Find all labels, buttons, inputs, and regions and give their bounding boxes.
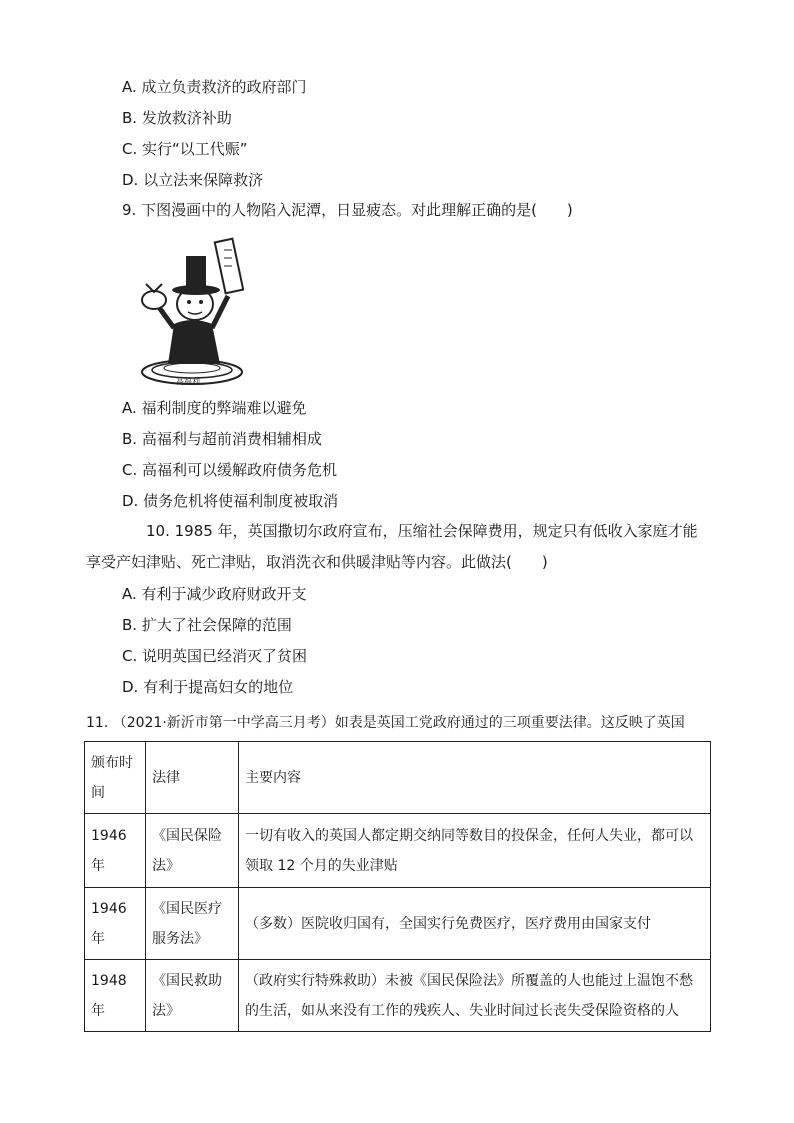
q9-stem: 9. 下图漫画中的人物陷入泥潭，日显疲态。对此理解正确的是( ): [122, 201, 573, 219]
welfare-cartoon: [140, 232, 244, 388]
row-content: （政府实行特殊救助）未被《国民保险法》所覆盖的人也能过上温饱不愁的生活，如从来没有工作的残疾人、失业时间过长丧失受保险资格的人: [239, 960, 711, 1032]
row-law: 《国民救助法》: [146, 960, 239, 1032]
q8-option-a: A. 成立负责救济的政府部门: [122, 78, 307, 96]
row-law: 《国民保险法》: [146, 814, 239, 888]
q8-option-b: B. 发放救济补助: [122, 109, 232, 127]
laws-table: [84, 741, 711, 1032]
row-content: （多数）医院收归国有，全国实行免费医疗，医疗费用由国家支付: [239, 888, 711, 960]
q10-option-d: D. 有利于提高妇女的地位: [122, 678, 294, 696]
header-law: 法律: [146, 742, 239, 814]
q10-option-a: A. 有利于减少政府财政开支: [122, 585, 307, 603]
table-header-row: [85, 742, 711, 814]
row-date: 1946 年: [85, 814, 146, 888]
q9-option-a: A. 福利制度的弊端难以避免: [122, 399, 307, 417]
table-row: [85, 888, 711, 960]
table-row: [85, 814, 711, 888]
header-content: 主要内容: [239, 742, 711, 814]
q8-option-c: C. 实行“以工代赈”: [122, 140, 248, 158]
q9-option-b: B. 高福利与超前消费相辅相成: [122, 430, 322, 448]
table-row: [85, 960, 711, 1032]
row-date: 1948 年: [85, 960, 146, 1032]
q9-option-c: C. 高福利可以缓解政府债务危机: [122, 461, 338, 479]
q10-stem-line2: 享受产妇津贴、死亡津贴，取消洗衣和供暖津贴等内容。此做法( ): [86, 553, 548, 571]
row-law: 《国民医疗服务法》: [146, 888, 239, 960]
q9-option-d: D. 债务危机将使福利制度被取消: [122, 492, 339, 510]
row-date: 1946 年: [85, 888, 146, 960]
cartoon-label: 高福利: [176, 377, 200, 386]
q10-option-c: C. 说明英国已经消灭了贫困: [122, 647, 308, 665]
q11-stem: 11. （2021·新沂市第一中学高三月考）如表是英国工党政府通过的三项重要法律。这反映了英国: [86, 715, 685, 731]
q10-stem-line1: 10. 1985 年，英国撒切尔政府宣布，压缩社会保障费用，规定只有低收入家庭才能: [146, 522, 698, 540]
q10-option-b: B. 扩大了社会保障的范围: [122, 616, 292, 634]
q8-option-d: D. 以立法来保障救济: [122, 171, 264, 189]
header-date: 颁布时间: [85, 742, 146, 814]
row-content: 一切有收入的英国人都定期交纳同等数目的投保金，任何人失业，都可以领取 12 个月的失业津贴: [239, 814, 711, 888]
